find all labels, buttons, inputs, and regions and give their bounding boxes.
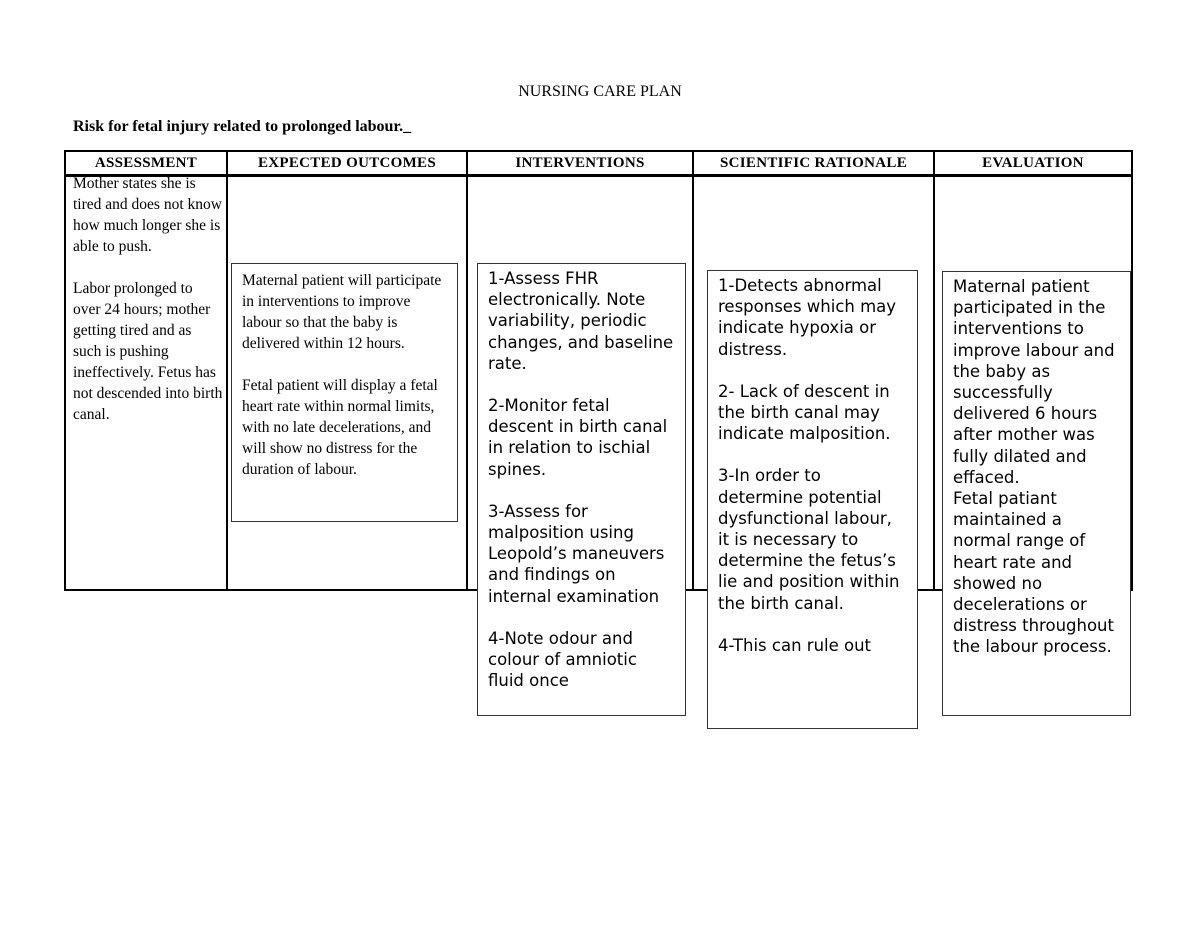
document-title: NURSING CARE PLAN	[518, 83, 682, 100]
interventions-box	[477, 263, 686, 716]
evaluation-maternal: Maternal patient participated in the interventions to improve labour and the baby as successfully delivered 6 hours after mother was fully dilated and effaced.	[953, 277, 1115, 487]
rationale-item: 3-In order to determine potential dysfunctional labour, it is necessary to determine the fetus’s lie and position within the birth canal.	[718, 466, 900, 613]
column-divider	[466, 152, 468, 589]
rationale-box	[707, 270, 918, 729]
column-divider	[692, 152, 694, 589]
header-evaluation: EVALUATION	[982, 155, 1084, 171]
rationale-item: 4-This can rule out	[718, 635, 872, 655]
evaluation-fetal: Fetal patiant maintained a normal range of heart rate and showed no decelerations or distress throughout the labour process.	[953, 489, 1114, 657]
header-scientific-rationale: SCIENTIFIC RATIONALE	[719, 155, 907, 171]
intervention-item: 2-Monitor fetal descent in birth canal in relation to ischial spines.	[488, 396, 668, 479]
column-divider	[226, 152, 228, 589]
expected-outcome-fetal: Fetal patient will display a fetal heart rate within normal limits, with no late decelerations, and will show no distress for the duration of labour.	[242, 377, 438, 478]
header-expected-outcomes: EXPECTED OUTCOMES	[257, 155, 437, 171]
nursing-diagnosis: Risk for fetal injury related to prolonged labour._	[73, 118, 412, 135]
rationale-item: 2- Lack of descent in the birth canal may indicate malposition.	[718, 381, 891, 444]
intervention-item: 3-Assess for malposition using Leopold’s maneuvers and findings on internal examination	[488, 501, 665, 606]
rationale-item: 1-Detects abnormal responses which may indicate hypoxia or distress.	[718, 276, 897, 359]
intervention-item: 4-Note odour and colour of amniotic fluid once	[488, 628, 637, 691]
header-assessment: ASSESSMENT	[94, 155, 198, 171]
assessment-text: Mother states she is tired and does not know how much longer she is able to push. Labor prolonged to over 24 hours; mother getting tired and as such is pushing ineffectively. Fetus has not descended into birth canal.	[73, 175, 223, 423]
expected-outcome-maternal: Maternal patient will participate in interventions to improve labour so that the baby is delivered within 12 hours.	[242, 272, 442, 352]
expected-outcomes-box	[231, 263, 458, 522]
evaluation-box	[942, 271, 1131, 716]
header-interventions: INTERVENTIONS	[515, 155, 645, 171]
column-divider	[933, 152, 935, 589]
intervention-item: 1-Assess FHR electronically. Note variability, periodic changes, and baseline rate.	[488, 269, 674, 373]
